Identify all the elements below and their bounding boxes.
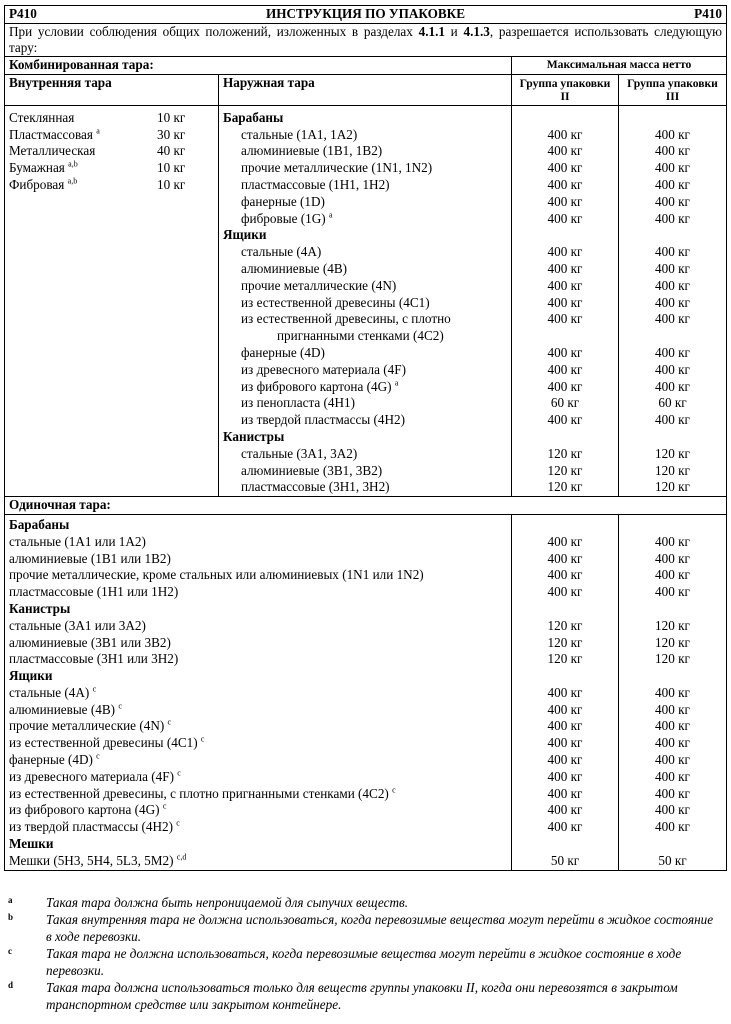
inner-packaging-name — [9, 177, 157, 194]
item-name: фанерные (4D) — [9, 752, 93, 768]
inner-packaging-item — [9, 110, 214, 127]
item-name: алюминиевые (3B1, 3B2) — [241, 462, 383, 478]
outer-packaging-item — [223, 295, 507, 312]
single-packaging-item — [9, 735, 507, 752]
inner-packaging-name — [9, 160, 157, 177]
group-3-value: 400 кг — [655, 684, 690, 700]
group-2-value: 400 кг — [547, 768, 583, 784]
group-2-header: Группа упаковки II — [512, 74, 619, 105]
item-name: из естественной древесины (4C1) — [241, 294, 430, 310]
single-packaging-item — [9, 802, 507, 819]
group-3-value: 400 кг — [655, 126, 690, 142]
footnote-ref: c — [92, 684, 97, 694]
spacer — [623, 601, 722, 618]
item-name: из фибрового картона (4G) — [9, 802, 160, 818]
group-2-value: 400 кг — [547, 176, 583, 192]
intro-text-end: , разрешается использовать следующую тару: — [9, 24, 723, 55]
intro-and: и — [444, 24, 464, 39]
outer-packaging-item — [223, 143, 507, 160]
single-label-row — [5, 497, 727, 515]
group-3-value: 400 кг — [655, 701, 690, 717]
inner-packaging-item — [9, 127, 214, 144]
outer-packaging-item — [223, 194, 507, 211]
item-name: из твердой пластмассы (4H2) — [9, 819, 173, 835]
inner-packaging-mass: 30 кг — [157, 126, 186, 142]
spacer — [516, 668, 614, 685]
group-2-value: 400 кг — [547, 412, 583, 428]
single-packaging-item — [9, 534, 507, 551]
single-packaging-item — [9, 567, 507, 584]
single-packaging-item — [9, 551, 507, 568]
item-name: стальные (4A) — [9, 684, 90, 700]
group-3-value: 400 кг — [655, 160, 690, 176]
outer-packaging-header: Наружная тара — [219, 74, 512, 105]
group-2-value: 120 кг — [547, 445, 583, 461]
footnote-ref: c — [177, 768, 181, 778]
item-name: пластмассовые (1H1 или 1H2) — [9, 584, 179, 600]
group-3-value: 120 кг — [655, 651, 690, 667]
item-name: пластмассовые (1H1, 1H2) — [241, 176, 390, 192]
single-packaging-item — [9, 651, 507, 668]
outer-packaging-item — [223, 463, 507, 480]
item-name-cont: пригнанными стенками (4C2) — [277, 328, 444, 344]
group-3-value: 400 кг — [655, 550, 690, 566]
group-2-value: 400 кг — [547, 533, 583, 549]
single-group-title: Мешки — [9, 836, 54, 852]
footnote-ref: a — [96, 126, 100, 136]
item-name: фибровые (1G) — [241, 210, 326, 226]
single-label: Одиночная тара: — [5, 497, 727, 515]
group-2-value: 400 кг — [547, 193, 583, 209]
group-2-value: 400 кг — [547, 584, 583, 600]
group-3-value: 400 кг — [655, 735, 690, 751]
group-3-value: 400 кг — [655, 294, 690, 310]
inner-packaging-header: Внутренняя тара — [5, 74, 219, 105]
group-3-value: 400 кг — [655, 176, 690, 192]
item-name: из естественной древесины, с плотно пригнанными стенками (4C2) — [9, 785, 389, 801]
group-2-value: 400 кг — [547, 277, 583, 293]
inner-name-text: Фибровая — [9, 176, 65, 192]
spacer — [623, 668, 722, 685]
footnote-mark: d — [8, 980, 14, 990]
footnote-ref: a — [328, 210, 333, 220]
group-3-value: 400 кг — [655, 802, 690, 818]
group-2-value: 400 кг — [547, 244, 583, 260]
single-packaging-item — [9, 752, 507, 769]
group-3-value: 400 кг — [655, 143, 690, 159]
packing-instruction-table — [4, 5, 727, 871]
value: 400 кг — [547, 311, 583, 327]
title-row — [5, 6, 727, 24]
group-2-value: 400 кг — [547, 701, 583, 717]
group-2-value: 400 кг — [547, 143, 583, 159]
footnote-text: Такая внутренняя тара не должна использоваться, когда перевозимые вещества могут перейти в жидкое состояние в ходе перевозки. — [46, 912, 714, 944]
group-2-value: 120 кг — [547, 634, 583, 650]
outer-packaging-item — [223, 395, 507, 412]
outer-group-title: Барабаны — [223, 109, 284, 125]
group-2-value: 400 кг — [547, 718, 583, 734]
outer-packaging-list — [223, 110, 507, 496]
inner-name-text: Металлическая — [9, 143, 96, 159]
single-packaging-item — [9, 618, 507, 635]
single-packaging-item — [9, 702, 507, 719]
footnote — [4, 894, 726, 911]
group-2-value: 400 кг — [547, 752, 583, 768]
intro-row — [5, 24, 727, 57]
single-packaging-item — [9, 853, 507, 870]
inner-packaging-name — [9, 143, 157, 160]
item-name: прочие металлические (4N) — [241, 277, 397, 293]
item-name: алюминиевые (1B1, 1B2) — [241, 143, 383, 159]
group-3-value: 400 кг — [655, 819, 690, 835]
group-3-value: 400 кг — [655, 210, 690, 226]
footnote-ref: c — [162, 802, 167, 812]
footnote — [4, 979, 726, 1013]
footnote-ref: a,b — [67, 176, 78, 186]
footnote-ref: c — [200, 734, 205, 744]
outer-group-2-values — [516, 110, 614, 496]
group-3-value: 400 кг — [655, 584, 690, 600]
group-3-value: 120 кг — [655, 634, 690, 650]
group-3-value: 400 кг — [655, 567, 690, 583]
group-2-value: 400 кг — [547, 567, 583, 583]
group-3-value: 50 кг — [658, 852, 687, 868]
group-2-value: 120 кг — [547, 651, 583, 667]
outer-packaging-item — [223, 311, 507, 345]
group-3-value: 400 кг — [655, 533, 690, 549]
group-3-value: 400 кг — [655, 718, 690, 734]
footnote-ref: c,d — [176, 852, 187, 862]
group-3-value: 400 кг — [655, 412, 690, 428]
single-group-2-values — [516, 517, 614, 870]
item-name: из естественной древесины (4C1) — [9, 735, 198, 751]
single-packaging-item — [9, 769, 507, 786]
group-2-value: 120 кг — [547, 617, 583, 633]
inner-packaging-mass: 10 кг — [157, 160, 186, 176]
footnote-text: Такая тара не должна использоваться, когда перевозимые вещества могут перейти в жидкое состояние в ходе перевозки. — [46, 946, 682, 978]
group-2-value: 400 кг — [547, 785, 583, 801]
group-2-value: 400 кг — [547, 126, 583, 142]
single-packaging-item — [9, 635, 507, 652]
footnote — [4, 945, 726, 979]
instruction-code-left: P410 — [9, 6, 37, 21]
inner-name-text: Пластмассовая — [9, 126, 93, 142]
item-name: стальные (4A) — [241, 244, 322, 260]
group-2-value: 400 кг — [547, 802, 583, 818]
footnote-ref: c — [392, 785, 396, 795]
item-name: прочие металлические (4N) — [9, 718, 165, 734]
group-2-value: 400 кг — [547, 378, 583, 394]
item-name: Мешки (5H3, 5H4, 5L3, 5M2) — [9, 852, 174, 868]
inner-packaging-item — [9, 160, 214, 177]
group-2-value: 400 кг — [547, 550, 583, 566]
combined-label-row — [5, 57, 727, 75]
outer-packaging-item — [223, 278, 507, 295]
spacer — [623, 227, 722, 244]
single-group-title: Канистры — [9, 600, 71, 616]
group-2-value: 400 кг — [547, 735, 583, 751]
outer-packaging-item — [223, 244, 507, 261]
group-2-value: 50 кг — [550, 852, 580, 868]
group-3-value: 400 кг — [655, 378, 690, 394]
footnote-mark: c — [8, 946, 12, 956]
column-header-row — [5, 74, 727, 105]
group-3-value — [623, 311, 722, 345]
value: 400 кг — [655, 311, 690, 327]
footnote-ref: a — [394, 378, 399, 388]
item-name: стальные (1A1 или 1A2) — [9, 533, 146, 549]
combined-body-row — [5, 105, 727, 496]
group-3-value: 60 кг — [658, 395, 687, 411]
outer-group-title: Канистры — [223, 428, 285, 444]
inner-name-text: Бумажная — [9, 160, 65, 176]
spacer — [623, 110, 722, 127]
max-mass-header: Максимальная масса нетто — [512, 57, 727, 75]
group-2-value: 400 кг — [547, 361, 583, 377]
group-3-value: 400 кг — [655, 260, 690, 276]
single-body-row — [5, 514, 727, 870]
outer-packaging-item — [223, 160, 507, 177]
outer-packaging-item — [223, 177, 507, 194]
group-2-value — [516, 311, 614, 345]
single-group-3-values — [623, 517, 722, 870]
item-name: из естественной древесины, с плотно — [241, 311, 451, 327]
item-name: из твердой пластмассы (4H2) — [241, 412, 405, 428]
group-3-value: 400 кг — [655, 752, 690, 768]
intro-text: При условии соблюдения общих положений, изложенных в разделах — [9, 24, 419, 39]
inner-packaging-mass: 40 кг — [157, 143, 186, 159]
spacer — [516, 227, 614, 244]
spacer — [516, 836, 614, 853]
inner-packaging-list — [9, 110, 214, 194]
group-2-value: 400 кг — [547, 260, 583, 276]
inner-packaging-name — [9, 127, 157, 144]
single-packaging-item — [9, 685, 507, 702]
group-3-value: 400 кг — [655, 344, 690, 360]
group-2-value: 400 кг — [547, 819, 583, 835]
footnote-ref: c — [96, 751, 100, 761]
group-2-value: 400 кг — [547, 160, 583, 176]
footnote-mark: a — [8, 895, 13, 905]
outer-packaging-item — [223, 211, 507, 228]
section-ref-1: 4.1.1 — [418, 24, 445, 39]
item-name: стальные (3A1, 3A2) — [241, 445, 358, 461]
item-name: алюминиевые (4B) — [9, 701, 116, 717]
section-ref-2: 4.1.3 — [463, 24, 490, 39]
group-3-value: 400 кг — [655, 768, 690, 784]
footnote-text: Такая тара должна быть непроницаемой для сыпучих веществ. — [46, 895, 408, 910]
outer-packaging-item — [223, 379, 507, 396]
item-name: прочие металлические, кроме стальных или алюминиевых (1N1 или 1N2) — [9, 567, 424, 583]
footnote-text: Такая тара должна использоваться только для веществ группы упаковки II, когда они перевозятся в закрытом транспортном средстве или закрытом контейнере. — [46, 980, 678, 1012]
group-2-value: 400 кг — [547, 684, 583, 700]
group-3-value: 400 кг — [655, 785, 690, 801]
spacer — [623, 836, 722, 853]
item-name: фанерные (4D) — [241, 344, 325, 360]
group-2-value: 400 кг — [547, 344, 583, 360]
outer-packaging-item — [223, 362, 507, 379]
outer-group-title: Ящики — [223, 227, 267, 243]
spacer — [516, 517, 614, 534]
inner-packaging-item — [9, 143, 214, 160]
footnote-mark: b — [8, 912, 14, 922]
outer-packaging-item — [223, 412, 507, 429]
item-name: фанерные (1D) — [241, 193, 325, 209]
item-name: из древесного материала (4F) — [9, 768, 174, 784]
item-name: пластмассовые (3H1 или 3H2) — [9, 651, 179, 667]
footnote-ref: a,b — [68, 159, 78, 169]
group-3-value: 120 кг — [655, 462, 690, 478]
single-group-title: Барабаны — [9, 516, 70, 532]
single-packaging-item — [9, 584, 507, 601]
outer-packaging-item — [223, 261, 507, 278]
item-name: стальные (1A1, 1A2) — [241, 126, 358, 142]
outer-packaging-item — [223, 345, 507, 362]
item-name: из пенопласта (4H1) — [241, 395, 356, 411]
group-2-value: 400 кг — [547, 210, 583, 226]
instruction-code-right: P410 — [694, 6, 722, 21]
footnote-ref: c — [176, 818, 180, 828]
spacer — [516, 601, 614, 618]
single-packaging-list — [9, 517, 507, 870]
spacer — [623, 517, 722, 534]
single-packaging-item — [9, 786, 507, 803]
inner-packaging-mass: 10 кг — [157, 176, 186, 192]
spacer — [516, 429, 614, 446]
group-3-value: 120 кг — [655, 445, 690, 461]
single-packaging-item — [9, 819, 507, 836]
group-3-header: Группа упаковки III — [619, 74, 727, 105]
item-name: стальные (3A1 или 3A2) — [9, 617, 146, 633]
item-name: прочие металлические (1N1, 1N2) — [241, 160, 433, 176]
group-2-value: 120 кг — [547, 479, 583, 495]
inner-name-text: Стеклянная — [9, 109, 75, 125]
group-3-value: 120 кг — [655, 617, 690, 633]
group-3-value: 400 кг — [655, 277, 690, 293]
spacer — [516, 110, 614, 127]
group-2-value: 120 кг — [547, 462, 583, 478]
item-name: пластмассовые (3H1, 3H2) — [241, 479, 390, 495]
outer-packaging-item — [223, 446, 507, 463]
spacer — [623, 429, 722, 446]
item-name: алюминиевые (4B) — [241, 260, 348, 276]
combined-label: Комбинированная тара: — [5, 57, 512, 75]
item-name: алюминиевые (1B1 или 1B2) — [9, 550, 171, 566]
group-3-value: 400 кг — [655, 193, 690, 209]
instruction-title: ИНСТРУКЦИЯ ПО УПАКОВКЕ — [265, 6, 466, 21]
outer-packaging-item — [223, 127, 507, 144]
footnote — [4, 911, 726, 945]
group-2-value: 60 кг — [550, 395, 580, 411]
outer-group-3-values — [623, 110, 722, 496]
item-name: алюминиевые (3B1 или 3B2) — [9, 634, 171, 650]
single-group-title: Ящики — [9, 668, 53, 684]
inner-packaging-name — [9, 110, 157, 127]
inner-packaging-mass: 10 кг — [157, 109, 186, 125]
item-name: из фибрового картона (4G) — [241, 378, 392, 394]
item-name: из древесного материала (4F) — [241, 361, 406, 377]
footnotes — [4, 894, 726, 1013]
group-3-value: 400 кг — [655, 244, 690, 260]
footnote-ref: c — [118, 701, 122, 711]
group-3-value: 120 кг — [655, 479, 690, 495]
single-packaging-item — [9, 718, 507, 735]
inner-packaging-item — [9, 177, 214, 194]
group-2-value: 400 кг — [547, 294, 583, 310]
footnote-ref: c — [167, 718, 172, 728]
outer-packaging-item — [223, 479, 507, 496]
group-3-value: 400 кг — [655, 361, 690, 377]
